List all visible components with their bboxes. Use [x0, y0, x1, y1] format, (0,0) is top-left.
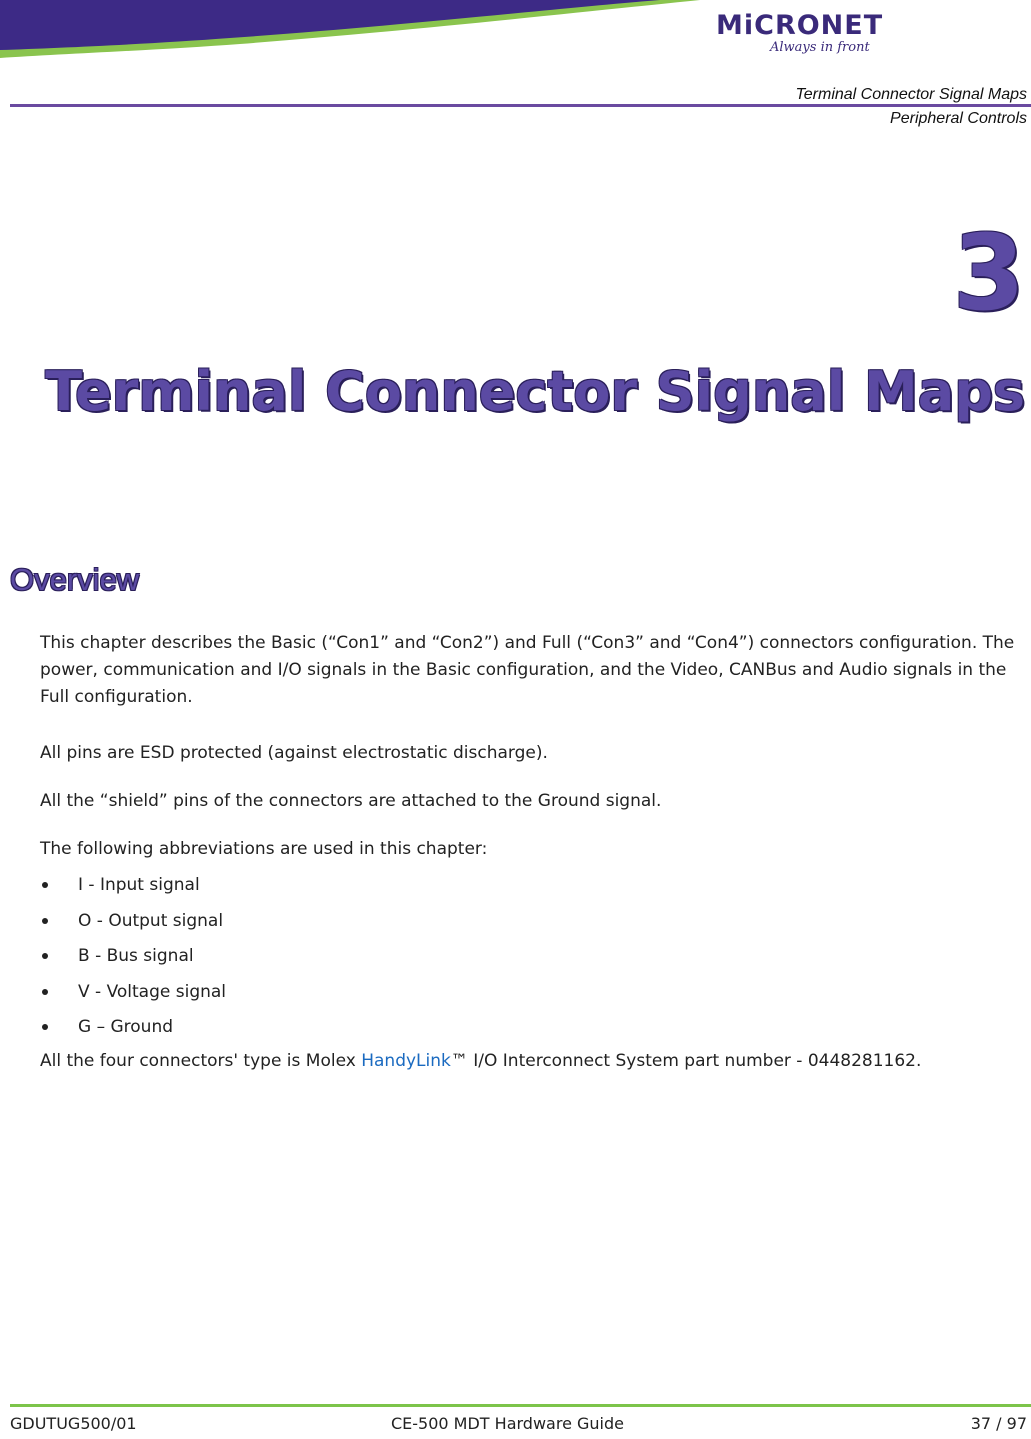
footer-doc-id: GDUTUG500/01 [10, 1414, 137, 1433]
footer-divider [10, 1404, 1031, 1407]
list-item: G – Ground [40, 1012, 226, 1048]
list-item: O - Output signal [40, 906, 226, 942]
logo-wordmark: MiCRONET [716, 10, 884, 41]
running-header-title: Terminal Connector Signal Maps [795, 86, 1027, 103]
bullet-icon [42, 989, 48, 995]
running-header-subtitle: Peripheral Controls [890, 110, 1027, 127]
bullet-icon [42, 953, 48, 959]
logo-tagline: Always in front [770, 40, 870, 55]
chapter-number: 3 [952, 212, 1025, 334]
header-divider [10, 104, 1031, 107]
abbreviation-list [40, 870, 226, 1048]
footer-doc-title: CE-500 MDT Hardware Guide [391, 1414, 624, 1433]
micronet-logo [712, 10, 912, 60]
paragraph-intro: This chapter describes the Basic (“Con1” and “Con2”) and Full (“Con3” and “Con4”) connectors configuration. The power, communication and I/O signals in the Basic configuration, and the Video, CANBus and Audio signals in the Full configuration. [40, 633, 1015, 707]
footer-page-number: 37 / 97 [970, 1414, 1027, 1433]
paragraph-connector-type: All the four connectors' type is Molex HandyLink™ I/O Interconnect System part number - 0448281162. [40, 1051, 922, 1071]
paragraph-esd: All pins are ESD protected (against electrostatic discharge). [40, 743, 548, 763]
bullet-icon [42, 882, 48, 888]
list-item: V - Voltage signal [40, 977, 226, 1013]
handylink-link[interactable]: HandyLink [361, 1051, 451, 1071]
list-item: I - Input signal [40, 870, 226, 906]
paragraph-abbreviations: The following abbreviations are used in this chapter: [40, 839, 488, 859]
bullet-icon [42, 918, 48, 924]
section-heading: Overview [10, 562, 140, 597]
chapter-title: Terminal Connector Signal Maps [45, 360, 1025, 423]
list-item: B - Bus signal [40, 941, 226, 977]
paragraph-shield: All the “shield” pins of the connectors are attached to the Ground signal. [40, 791, 662, 811]
bullet-icon [42, 1024, 48, 1030]
